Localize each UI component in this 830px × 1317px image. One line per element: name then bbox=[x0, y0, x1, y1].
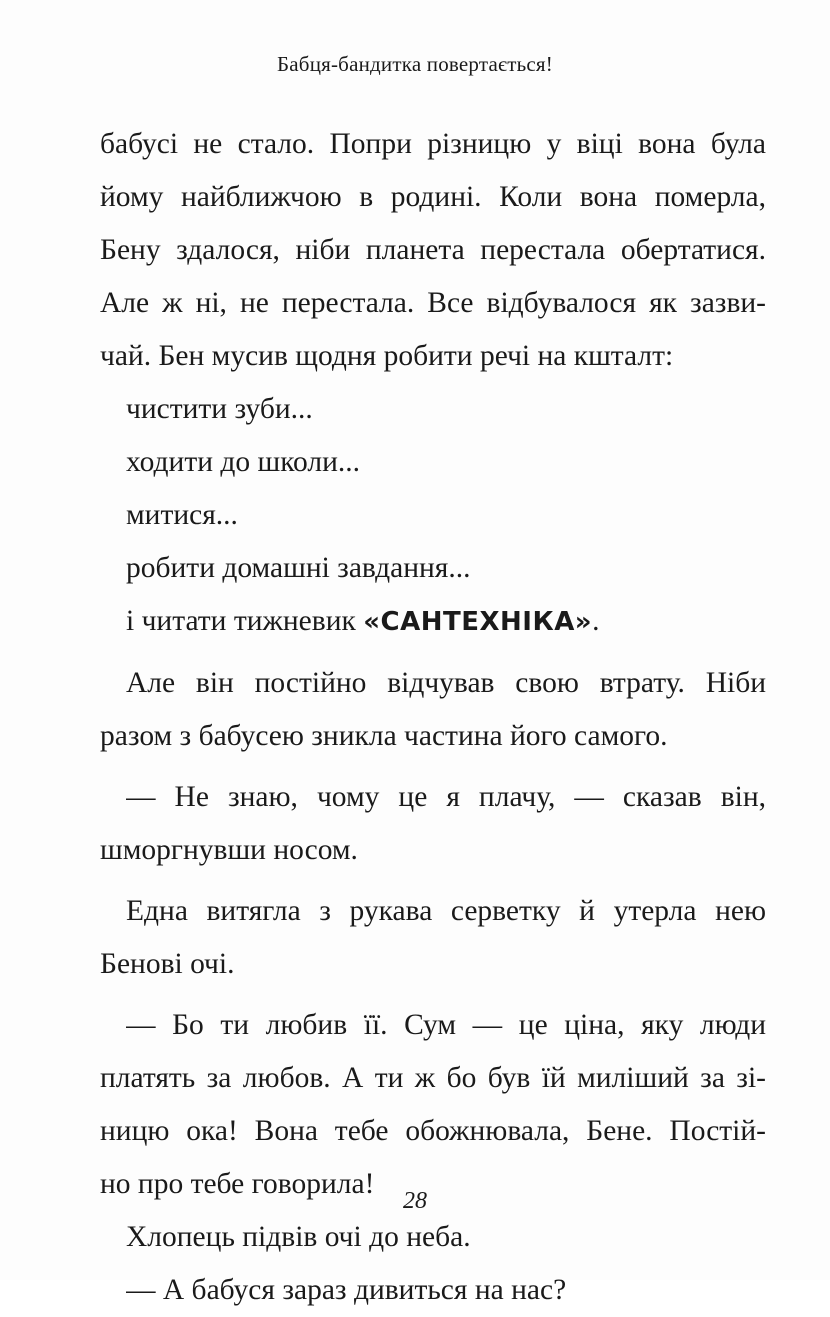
text-line: Але ж ні, не перестала. Все відбувалося як зазви- bbox=[100, 287, 766, 319]
text-line: ницю ока! Вона тебе обожнювала, Бене. Постій- bbox=[100, 1115, 766, 1147]
text-line: но про тебе говорила! bbox=[100, 1168, 375, 1200]
text-fragment: і читати тижневик bbox=[126, 605, 364, 637]
text-line: разом з бабусею зникла частина його самого. bbox=[100, 720, 668, 752]
list-item bbox=[126, 595, 766, 649]
dialogue-line: — А бабуся зараз дивиться на нас? bbox=[126, 1274, 567, 1306]
text-line: платять за любов. А ти ж бо був їй миліший за зі- bbox=[100, 1062, 766, 1094]
dialogue-line: — Бо ти любив її. Сум — це ціна, яку люди bbox=[126, 1009, 766, 1041]
text-fragment: . bbox=[592, 605, 600, 637]
list-item: ходити до школи... bbox=[126, 446, 361, 478]
list-item: митися... bbox=[126, 499, 238, 531]
text-line: Бену здалося, ніби планета перестала обертатися. bbox=[100, 234, 766, 266]
text-line: Але він постійно відчував свою втрату. Ніби bbox=[126, 667, 766, 699]
dialogue-line: — Не знаю, чому це я плачу, — сказав він, bbox=[126, 781, 766, 813]
text-line: йому найближчою в родині. Коли вона померла, bbox=[100, 181, 766, 213]
body-text bbox=[100, 118, 766, 1317]
text-line: чай. Бен мусив щодня робити речі на кшталт: bbox=[100, 340, 674, 372]
text-line: Бенові очі. bbox=[100, 948, 235, 980]
page-number: 28 bbox=[403, 1188, 427, 1214]
text-line: Хлопець підвів очі до неба. bbox=[126, 1221, 471, 1253]
text-line: бабусі не стало. Попри різницю у віці вона була bbox=[100, 128, 766, 160]
magazine-title: «САНТЕХНІКА» bbox=[363, 607, 593, 637]
list-item: робити домашні завдання... bbox=[126, 552, 471, 584]
text-line: Една витягла з рукава серветку й утерла нею bbox=[126, 895, 766, 927]
text-line: шморгнувши носом. bbox=[100, 834, 358, 866]
list-item: чистити зуби... bbox=[126, 393, 313, 425]
running-head: Бабця-бандитка повертається! bbox=[277, 52, 553, 76]
